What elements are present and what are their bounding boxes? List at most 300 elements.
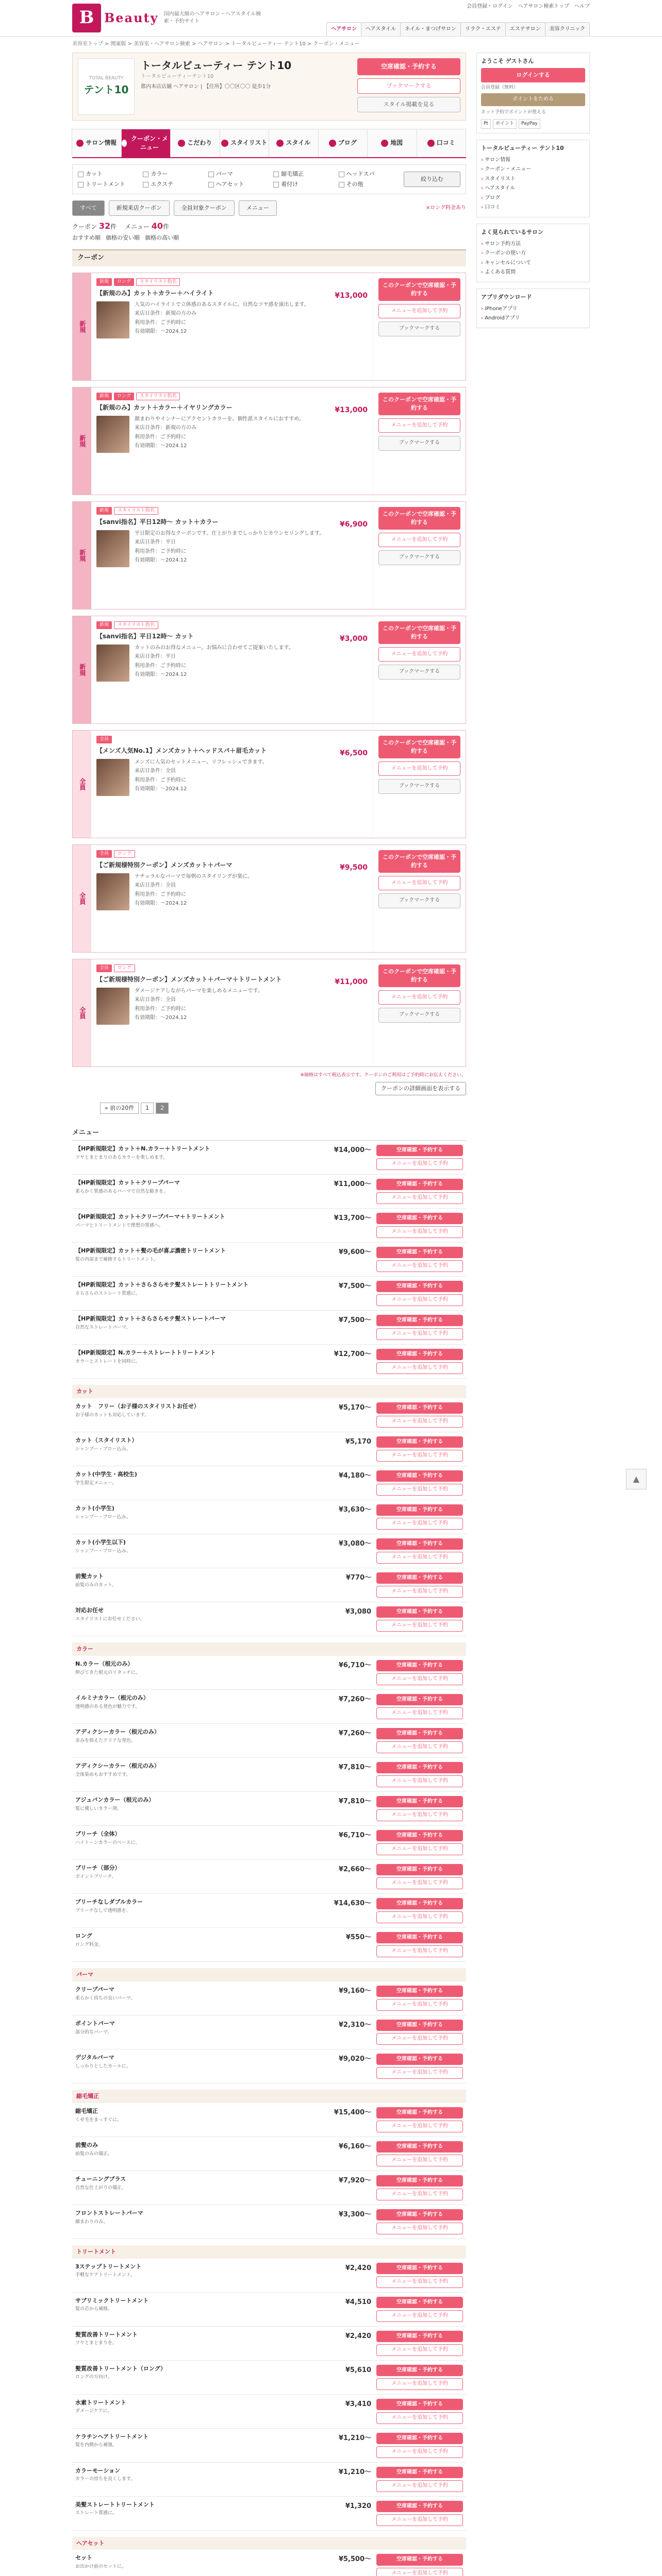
segment-item[interactable]: 全員対象クーポン	[174, 200, 235, 216]
menu-item	[72, 1826, 466, 1860]
filter-checkbox[interactable]	[273, 170, 334, 178]
sidebar-link[interactable]: › ブログ	[481, 194, 585, 204]
segment-item[interactable]: 新規来店クーポン	[109, 200, 170, 216]
tab-item[interactable]	[269, 129, 319, 158]
segment-note: ×ロング料金あり	[425, 205, 466, 211]
arrow-up-icon[interactable]: ▲	[626, 1469, 647, 1489]
coupon-reserve-button[interactable]: このクーポンで空席確認・予約する	[378, 736, 460, 758]
tab-icon	[427, 140, 435, 147]
menu-item-actions	[376, 2054, 463, 2079]
tab-label: ブログ	[338, 139, 357, 147]
menu-reserve-button[interactable]: 空席確認・予約する	[376, 1728, 463, 1740]
menu-item-actions	[376, 2467, 463, 2492]
coupon-add-menu-button[interactable]: メニューを追加して予約	[378, 304, 460, 319]
coupon-card	[72, 730, 466, 838]
salon-menu-box	[476, 140, 590, 217]
menu-add-button[interactable]: メニューを追加して予約	[376, 1775, 463, 1787]
menu-item-price: ¥5,500〜	[338, 2555, 371, 2564]
menu-reserve-button[interactable]: 空席確認・予約する	[376, 2501, 463, 2513]
menu-reserve-button[interactable]: 空席確認・予約する	[376, 2331, 463, 2343]
menu-item-name: デジタルパーマ	[75, 2054, 114, 2061]
menu-category-title: トリートメント	[72, 2245, 466, 2259]
coupon-row	[96, 530, 368, 567]
menu-item-actions	[376, 2399, 463, 2424]
tab-item[interactable]	[367, 129, 417, 158]
segment-item[interactable]: すべて	[72, 200, 105, 216]
coupon-tags	[96, 278, 368, 286]
coupon-reserve-button[interactable]: このクーポンで空席確認・予約する	[378, 621, 460, 644]
nav-item[interactable]: ヘアサロン	[326, 22, 361, 37]
menu-item-price: ¥2,310〜	[338, 2021, 371, 2029]
coupon-info: 利用条件：ご予約時に	[135, 663, 186, 669]
tab-icon	[178, 140, 185, 147]
top-link[interactable]: ヘアサロン検索トップ	[518, 4, 569, 9]
menu-reserve-button[interactable]: 空席確認・予約する	[376, 2554, 463, 2566]
sidebar-link[interactable]: › よくある質問	[481, 268, 585, 278]
tab-item[interactable]	[72, 129, 122, 158]
salon-logo	[78, 58, 135, 115]
filter-checkbox[interactable]	[208, 180, 269, 189]
coupon-tag: ロング	[114, 393, 134, 400]
menu-add-button[interactable]: メニューを追加して予約	[376, 1518, 463, 1530]
menu-add-button[interactable]: メニューを追加して予約	[376, 2446, 463, 2458]
segment-item[interactable]: メニュー	[239, 200, 277, 216]
menu-item-desc: くせ毛をまっすぐに。	[75, 2117, 122, 2123]
sort-option[interactable]: おすすめ順	[72, 234, 101, 242]
payment-badges	[481, 119, 585, 129]
reserve-button[interactable]: 空席確認・予約する	[357, 58, 460, 75]
menu-add-button[interactable]: メニューを追加して予約	[376, 1362, 463, 1374]
menu-item-text	[75, 1315, 319, 1331]
checkbox-icon	[339, 182, 344, 188]
filter-checkbox[interactable]	[78, 170, 139, 178]
coupon-desc	[135, 759, 268, 796]
menu-reserve-button[interactable]: 空席確認・予約する	[376, 1349, 463, 1361]
menu-item	[72, 2015, 466, 2049]
app-title: アプリダウンロード	[481, 293, 532, 300]
menu-item-actions	[376, 2554, 463, 2576]
coupon-type-strip: 全員	[73, 845, 91, 952]
menu-reserve-button[interactable]: 空席確認・予約する	[376, 1762, 463, 1774]
coupon-reserve-button[interactable]: このクーポンで空席確認・予約する	[378, 964, 460, 987]
coupon-bookmark-button[interactable]: ブックマークする	[378, 665, 460, 680]
filter-checkbox[interactable]	[273, 180, 334, 189]
menu-reserve-button[interactable]: 空席確認・予約する	[376, 1538, 463, 1550]
menu-item-desc: 透明感のある発色が魅力です。	[75, 1704, 140, 1709]
coupon-title: 【ご新規様特別クーポン】メンズカット＋パーマ＋トリートメント	[96, 976, 282, 984]
coupon-bookmark-button[interactable]: ブックマークする	[378, 779, 460, 794]
menu-item-text	[75, 1213, 319, 1229]
sidebar-link[interactable]: › スタイリスト	[481, 175, 585, 184]
menu-item-name: 水素トリートメント	[75, 2399, 126, 2406]
menu-item-price: ¥5,170〜	[338, 1403, 371, 1412]
menu-reserve-button[interactable]: 空席確認・予約する	[376, 2297, 463, 2309]
menu-add-button[interactable]: メニューを追加して予約	[376, 1999, 463, 2011]
menu-add-button[interactable]: メニューを追加して予約	[376, 2310, 463, 2322]
checkbox-icon	[273, 182, 279, 188]
menu-item-desc: 手軽なケアトリートメント。	[75, 2273, 136, 2278]
menu-reserve-button[interactable]: 空席確認・予約する	[376, 1830, 463, 1842]
tab-item[interactable]	[318, 129, 368, 158]
tab-item[interactable]	[417, 129, 467, 158]
site-tagline: 国内最大級のヘアサロン・ヘアスタイル検索・予約サイト	[163, 11, 261, 24]
menu-item-desc: ロング料金。	[75, 1942, 103, 1947]
checkbox-icon	[208, 172, 214, 177]
menu-add-button[interactable]: メニューを追加して予約	[376, 1552, 463, 1564]
salon-logo-sub: TOTAL BEAUTY	[89, 76, 124, 81]
recent-links	[481, 240, 585, 278]
coupon-bookmark-button[interactable]: ブックマークする	[378, 550, 460, 565]
register-link[interactable]: 会員登録（無料）	[481, 85, 519, 91]
menu-reserve-button[interactable]: 空席確認・予約する	[376, 1932, 463, 1944]
sidebar-link[interactable]: › クーポン・メニュー	[481, 165, 585, 175]
menu-item-name: 【HP新規限定】カット＋クリープパーマ	[75, 1179, 180, 1186]
menu-add-button[interactable]: メニューを追加して予約	[376, 1877, 463, 1889]
salon-tabs	[72, 129, 466, 159]
menu-reserve-button[interactable]: 空席確認・予約する	[376, 2365, 463, 2377]
menu-item-actions	[376, 1436, 463, 1462]
menu-item-actions	[376, 1932, 463, 1957]
sidebar-link[interactable]: › サロン予約方法	[481, 240, 585, 249]
breadcrumb-item[interactable]: 美容室トップ	[72, 41, 103, 47]
menu-reserve-button[interactable]: 空席確認・予約する	[376, 1402, 463, 1414]
menu-add-button[interactable]: メニューを追加して予約	[376, 1673, 463, 1685]
coupon-add-menu-button[interactable]: メニューを追加して予約	[378, 533, 460, 548]
breadcrumb-item[interactable]: > 美容室・ヘアサロン検索	[126, 41, 190, 47]
menu-add-button[interactable]: メニューを追加して予約	[376, 1741, 463, 1753]
checkbox-icon	[143, 182, 148, 188]
coupon-info: 利用条件：ご予約時に	[135, 434, 186, 440]
menu-item-price: ¥1,320	[345, 2502, 371, 2510]
salon-menu-title: トータルビューティー テント10	[481, 145, 564, 152]
coupon-more-link[interactable]: クーポンの詳細画面を表示する	[375, 1082, 466, 1095]
menu-reserve-button[interactable]: 空席確認・予約する	[376, 2433, 463, 2445]
coupon-desc	[135, 988, 263, 1025]
menu-item-price: ¥1,210〜	[338, 2468, 371, 2476]
menu-item-text	[75, 1830, 319, 1846]
menu-item-name: フロントストレートパーマ	[75, 2209, 143, 2216]
menu-item-desc: シャンプー・ブロー込み。	[75, 1514, 131, 1520]
menu-add-button[interactable]: メニューを追加して予約	[376, 2378, 463, 2390]
filter-checkbox[interactable]	[143, 170, 204, 178]
coupon-tag-outline: スタイリスト指名	[136, 393, 180, 400]
menu-item-price: ¥2,660〜	[338, 1865, 371, 1873]
menu-item	[72, 2550, 466, 2576]
menu-reserve-button[interactable]: 空席確認・予約する	[376, 1796, 463, 1808]
coupon-photo	[96, 645, 129, 682]
coupon-row	[96, 645, 368, 682]
menu-item-desc: 伸びてきた根元のリタッチに。	[75, 1670, 141, 1675]
menu-item-text	[75, 2175, 319, 2192]
tab-icon	[76, 140, 84, 147]
menu-reserve-button[interactable]: 空席確認・予約する	[376, 1864, 463, 1876]
menu-add-button[interactable]: メニューを追加して予約	[376, 2276, 463, 2288]
menu-add-button[interactable]: メニューを追加して予約	[376, 2189, 463, 2200]
sidebar-link[interactable]: › Androidアプリ	[481, 314, 585, 324]
menu-add-button[interactable]: メニューを追加して予約	[376, 1843, 463, 1855]
coupon-reserve-button[interactable]: このクーポンで空席確認・予約する	[378, 850, 460, 873]
menu-item-name: カット(小学生)	[75, 1504, 114, 1512]
coupon-reserve-button[interactable]: このクーポンで空席確認・予約する	[378, 507, 460, 530]
coupon-tag-outline: ロング	[114, 964, 135, 972]
menu-count-label: メニュー	[124, 223, 150, 231]
coupon-type-strip: 全員	[73, 731, 91, 838]
menu-item-text	[75, 1538, 319, 1555]
pager-page[interactable]: 1	[141, 1103, 154, 1114]
coupon-add-menu-button[interactable]: メニューを追加して予約	[378, 418, 460, 433]
coupon-bookmark-button[interactable]: ブックマークする	[378, 893, 460, 908]
menu-item-desc: 自然なストレートパーマ。	[75, 1325, 131, 1330]
menu-add-button[interactable]: メニューを追加して予約	[376, 1450, 463, 1462]
breadcrumb-item[interactable]: > クーポン・メニュー	[306, 41, 360, 47]
menu-add-button[interactable]: メニューを追加して予約	[376, 2121, 463, 2132]
coupon-actions	[373, 731, 466, 838]
filter-label: トリートメント	[86, 181, 125, 188]
login-box	[476, 53, 590, 134]
filter-checkbox[interactable]	[78, 180, 139, 189]
style-link-button[interactable]: スタイル掲載を見る	[357, 97, 460, 112]
coupon-photo	[96, 759, 129, 796]
menu-add-button[interactable]: メニューを追加して予約	[376, 1328, 463, 1340]
menu-reserve-button[interactable]: 空席確認・予約する	[376, 1660, 463, 1672]
menu-item	[72, 2327, 466, 2361]
menu-reserve-button[interactable]: 空席確認・予約する	[376, 2107, 463, 2119]
menu-item-price: ¥6,710〜	[338, 1831, 371, 1839]
coupon-bookmark-button[interactable]: ブックマークする	[378, 436, 460, 451]
filter-label: 縮毛矯正	[281, 171, 304, 178]
menu-reserve-button[interactable]: 空席確認・予約する	[376, 2399, 463, 2411]
filter-checkbox[interactable]	[339, 180, 400, 189]
pay-label: ネット予約でポイントが使える	[481, 109, 547, 115]
menu-reserve-button[interactable]: 空席確認・予約する	[376, 2263, 463, 2275]
coupon-title: 【sanvi指名】平日12時〜 カット＋カラー	[96, 518, 219, 526]
coupon-desc-text: メンズに人気のセットメニュー。リフレッシュできます。	[135, 759, 268, 765]
menu-add-button[interactable]: メニューを追加して予約	[376, 2223, 463, 2234]
tab-item[interactable]	[220, 129, 270, 158]
menu-reserve-button[interactable]: 空席確認・予約する	[376, 1694, 463, 1706]
menu-reserve-button[interactable]: 空席確認・予約する	[376, 1315, 463, 1327]
payment-badge: ポイント	[493, 119, 517, 129]
menu-add-button[interactable]: メニューを追加して予約	[376, 1192, 463, 1204]
top-link[interactable]: 会員登録・ログイン	[467, 4, 513, 9]
coupon-price: ¥6,900	[339, 520, 368, 529]
menu-add-button[interactable]: メニューを追加して予約	[376, 1484, 463, 1496]
menu-reserve-button[interactable]: 空席確認・予約する	[376, 1247, 463, 1259]
menu-reserve-button[interactable]: 空席確認・予約する	[376, 1179, 463, 1191]
menu-item-desc: 顔まわりのみ。	[75, 2219, 108, 2225]
menu-reserve-button[interactable]: 空席確認・予約する	[376, 1986, 463, 1997]
coupon-add-menu-button[interactable]: メニューを追加して予約	[378, 647, 460, 662]
menu-reserve-button[interactable]: 空席確認・予約する	[376, 2141, 463, 2153]
coupon-desc	[135, 645, 294, 682]
breadcrumb-item[interactable]: > 関東版	[103, 41, 126, 47]
menu-item-name: イルミナカラー（根元のみ）	[75, 1694, 149, 1701]
coupon-card	[72, 844, 466, 953]
menu-item-name: 前髪のみ	[75, 2141, 98, 2148]
menu-item-price: ¥13,700〜	[334, 1214, 371, 1222]
filter-button[interactable]: 絞り込む	[404, 172, 460, 187]
checkbox-icon	[273, 172, 279, 177]
sidebar-link[interactable]: › クーポンの使い方	[481, 249, 585, 259]
menu-add-button[interactable]: メニューを追加して予約	[376, 2067, 463, 2079]
menu-reserve-button[interactable]: 空席確認・予約する	[376, 2209, 463, 2221]
nav-item[interactable]: ネイル・まつげサロン	[400, 22, 461, 37]
tab-icon	[329, 140, 336, 147]
menu-item-name: セット	[75, 2554, 92, 2562]
menu-add-button[interactable]: メニューを追加して予約	[376, 1158, 463, 1170]
coupon-bookmark-button[interactable]: ブックマークする	[378, 321, 460, 336]
coupon-add-menu-button[interactable]: メニューを追加して予約	[378, 990, 460, 1005]
menu-item-name: ブリーチ（部分）	[75, 1864, 121, 1871]
tab-item[interactable]	[121, 129, 171, 158]
app-links	[481, 304, 585, 324]
menu-add-button[interactable]: メニューを追加して予約	[376, 1226, 463, 1238]
coupon-body	[91, 959, 373, 1066]
menu-item-price: ¥11,000〜	[334, 1180, 371, 1188]
menu-category-title: カラー	[72, 1642, 466, 1656]
nav-item[interactable]: ヘアスタイル	[361, 22, 401, 37]
menu-category-title: 縮毛矯正	[72, 2090, 466, 2103]
pager-prev[interactable]: « 前の20件	[100, 1103, 139, 1114]
filter-checkbox[interactable]	[208, 170, 269, 178]
menu-reserve-button[interactable]: 空席確認・予約する	[376, 1470, 463, 1482]
top-links	[461, 3, 590, 11]
menu-add-button[interactable]: メニューを追加して予約	[376, 1945, 463, 1957]
coupon-add-menu-button[interactable]: メニューを追加して予約	[378, 761, 460, 776]
menu-add-button[interactable]: メニューを追加して予約	[376, 1416, 463, 1428]
menu-reserve-button[interactable]: 空席確認・予約する	[376, 1213, 463, 1225]
sidebar-link[interactable]: › サロン情報	[481, 156, 585, 165]
menu-item-text	[75, 1145, 319, 1161]
site-logo[interactable]	[72, 4, 159, 32]
coupon-info: 来店日条件：全員	[135, 768, 176, 774]
menu-reserve-button[interactable]: 空席確認・予約する	[376, 1606, 463, 1618]
bookmark-button[interactable]: ブックマークする	[357, 78, 460, 94]
main-column	[72, 53, 466, 2576]
login-button[interactable]: ログインする	[481, 68, 585, 82]
menu-reserve-button[interactable]: 空席確認・予約する	[376, 2054, 463, 2065]
menu-category-title: ヘアセット	[72, 2537, 466, 2550]
breadcrumb-item[interactable]: > トータルビューティー テント10	[223, 41, 305, 47]
menu-item-actions	[376, 1864, 463, 1889]
coupon-add-menu-button[interactable]: メニューを追加して予約	[378, 876, 460, 891]
coupon-actions	[373, 273, 466, 380]
menu-add-button[interactable]: メニューを追加して予約	[376, 2344, 463, 2356]
sidebar-link[interactable]: › iPhoneアプリ	[481, 304, 585, 314]
menu-reserve-button[interactable]: 空席確認・予約する	[376, 1572, 463, 1584]
coupon-info: 有効期限：〜2024.12	[135, 557, 187, 563]
menu-item-name: カット(小学生以下)	[75, 1538, 126, 1546]
menu-add-button[interactable]: メニューを追加して予約	[376, 2568, 463, 2576]
tab-icon	[381, 140, 388, 147]
menu-item-actions	[376, 2331, 463, 2356]
menu-item-actions	[376, 1572, 463, 1598]
coupon-tags	[96, 964, 368, 972]
filter-checkbox[interactable]	[339, 170, 400, 178]
menu-item-name: ポイントパーマ	[75, 2020, 115, 2027]
sidebar-link[interactable]: › 口コミ	[481, 203, 585, 213]
nav-item[interactable]: 美容クリニック	[545, 22, 590, 37]
menu-item-text	[75, 1898, 319, 1914]
menu-item-price: ¥9,020〜	[338, 2055, 371, 2063]
menu-item-actions	[376, 1504, 463, 1530]
menu-reserve-button[interactable]: 空席確認・予約する	[376, 1504, 463, 1516]
filter-checkbox[interactable]	[143, 180, 204, 189]
menu-category-title: パーマ	[72, 1968, 466, 1981]
menu-add-button[interactable]: メニューを追加して予約	[376, 1809, 463, 1821]
sidebar-link[interactable]: › キャンセルについて	[481, 259, 585, 268]
menu-item	[72, 1141, 466, 1175]
menu-add-button[interactable]: メニューを追加して予約	[376, 1620, 463, 1632]
menu-add-button[interactable]: メニューを追加して予約	[376, 1294, 463, 1306]
menu-add-button[interactable]: メニューを追加して予約	[376, 1911, 463, 1923]
menu-item-text	[75, 2501, 319, 2517]
menu-add-button[interactable]: メニューを追加して予約	[376, 2155, 463, 2166]
recent-title: よく見られているサロン	[481, 228, 543, 235]
coupon-info: 有効期限：〜2024.12	[135, 672, 187, 677]
coupon-type-strip: 新規	[73, 273, 91, 380]
menu-add-button[interactable]: メニューを追加して予約	[376, 2514, 463, 2526]
coupon-bookmark-button[interactable]: ブックマークする	[378, 1008, 460, 1023]
menu-add-button[interactable]: メニューを追加して予約	[376, 2033, 463, 2045]
breadcrumb-item[interactable]: > ヘアサロン	[190, 41, 223, 47]
menu-add-button[interactable]: メニューを追加して予約	[376, 1707, 463, 1719]
menu-item	[72, 2463, 466, 2497]
menu-item-desc: 髪の内部まで補修するトリートメント。	[75, 1257, 159, 1262]
menu-reserve-button[interactable]: 空席確認・予約する	[376, 1281, 463, 1293]
nav-item[interactable]: エステサロン	[505, 22, 545, 37]
menu-category-title: カット	[72, 1385, 466, 1398]
menu-item-desc: お出かけ前のセットに。	[75, 2564, 127, 2570]
coupon-photo	[96, 873, 129, 910]
menu-item-price: ¥7,500〜	[338, 1316, 371, 1324]
menu-reserve-button[interactable]: 空席確認・予約する	[376, 2020, 463, 2031]
menu-add-button[interactable]: メニューを追加して予約	[376, 1260, 463, 1272]
menu-item-actions	[376, 2365, 463, 2390]
menu-add-button[interactable]: メニューを追加して予約	[376, 1586, 463, 1598]
menu-item-name: 髪質改善トリートメント	[75, 2331, 138, 2338]
tab-item[interactable]	[170, 129, 220, 158]
menu-item-text	[75, 1864, 319, 1880]
coupon-body	[91, 731, 373, 838]
coupon-info: 利用条件：ご予約時に	[135, 1006, 186, 1012]
point-button[interactable]: ポイントをためる	[481, 93, 585, 106]
menu-reserve-button[interactable]: 空席確認・予約する	[376, 2175, 463, 2187]
menu-item	[72, 1894, 466, 1928]
coupon-reserve-button[interactable]: このクーポンで空席確認・予約する	[378, 278, 460, 301]
menu-add-button[interactable]: メニューを追加して予約	[376, 2412, 463, 2424]
coupon-reserve-button[interactable]: このクーポンで空席確認・予約する	[378, 393, 460, 415]
menu-reserve-button[interactable]: 空席確認・予約する	[376, 1145, 463, 1157]
nav-item[interactable]: リラク・エステ	[460, 22, 506, 37]
menu-item-name: 前髪カット	[75, 1572, 104, 1580]
sidebar-link[interactable]: › ヘアスタイル	[481, 184, 585, 194]
menu-add-button[interactable]: メニューを追加して予約	[376, 2480, 463, 2492]
coupon-row	[96, 301, 368, 338]
menu-reserve-button[interactable]: 空席確認・予約する	[376, 1898, 463, 1910]
top-link[interactable]: ヘルプ	[574, 4, 590, 9]
pager-page[interactable]: 2	[156, 1103, 169, 1114]
menu-item-actions	[376, 1281, 463, 1306]
coupon-tag: 新規	[96, 393, 112, 400]
menu-item-price: ¥2,420	[345, 2332, 371, 2340]
sort-option[interactable]: 価格の安い順	[106, 234, 140, 242]
sort-option[interactable]: 価格の高い順	[145, 234, 179, 242]
coupon-list	[72, 273, 466, 1067]
menu-reserve-button[interactable]: 空席確認・予約する	[376, 1436, 463, 1448]
menu-reserve-button[interactable]: 空席確認・予約する	[376, 2467, 463, 2479]
menu-item	[72, 2361, 466, 2395]
